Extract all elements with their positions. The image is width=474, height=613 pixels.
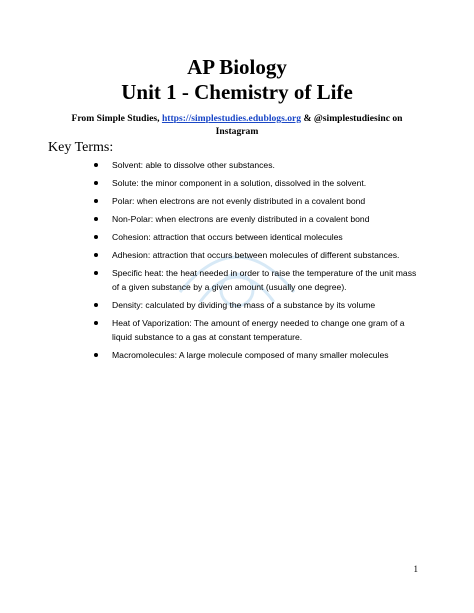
key-term-text: Macromolecules: A large molecule composed of many smaller molecules (112, 350, 389, 360)
list-item (92, 230, 422, 244)
page-number: 1 (413, 564, 418, 574)
document-subtitle: Unit 1 - Chemistry of Life (121, 80, 353, 104)
list-item (92, 212, 422, 226)
key-terms-list (92, 158, 422, 366)
list-item (92, 158, 422, 172)
key-term-text: Adhesion: attraction that occurs between molecules of different substances. (112, 250, 400, 260)
bullet-icon (94, 271, 98, 275)
section-heading: Key Terms: (48, 140, 114, 155)
key-term-text: Cohesion: attraction that occurs between identical molecules (112, 232, 343, 242)
list-item (92, 348, 422, 362)
bullet-icon (94, 163, 98, 167)
key-term-text: Specific heat: the heat needed in order to raise the temperature of the unit mass of a given substance by a given amount (usually one degree). (112, 268, 417, 292)
list-item (92, 176, 422, 190)
bullet-icon (94, 353, 98, 357)
key-term-text: Density: calculated by dividing the mass of a substance by its volume (112, 300, 376, 310)
bullet-icon (94, 321, 98, 325)
list-item (92, 298, 422, 312)
bullet-icon (94, 199, 98, 203)
bullet-icon (94, 181, 98, 185)
list-item (92, 248, 422, 262)
bullet-icon (94, 253, 98, 257)
document-title: AP Biology (187, 55, 287, 79)
bullet-icon (94, 303, 98, 307)
list-item (92, 316, 422, 344)
list-item (92, 266, 422, 294)
bullet-icon (94, 235, 98, 239)
source-prefix: From Simple Studies, (71, 113, 162, 124)
key-term-text: Heat of Vaporization: The amount of energy needed to change one gram of a liquid substance to a gas at constant temperature. (112, 318, 405, 342)
list-item (92, 194, 422, 208)
key-term-text: Solvent: able to dissolve other substances. (112, 160, 275, 170)
source-line (60, 112, 414, 138)
key-term-text: Polar: when electrons are not evenly distributed in a covalent bond (112, 196, 366, 206)
key-term-text: Non-Polar: when electrons are evenly distributed in a covalent bond (112, 214, 370, 224)
source-suffix: & @simplestudiesinc on Instagram (215, 113, 403, 137)
source-link[interactable]: https://simplestudies.edublogs.org (161, 113, 302, 124)
key-term-text: Solute: the minor component in a solution, dissolved in the solvent. (112, 178, 367, 188)
bullet-icon (94, 217, 98, 221)
